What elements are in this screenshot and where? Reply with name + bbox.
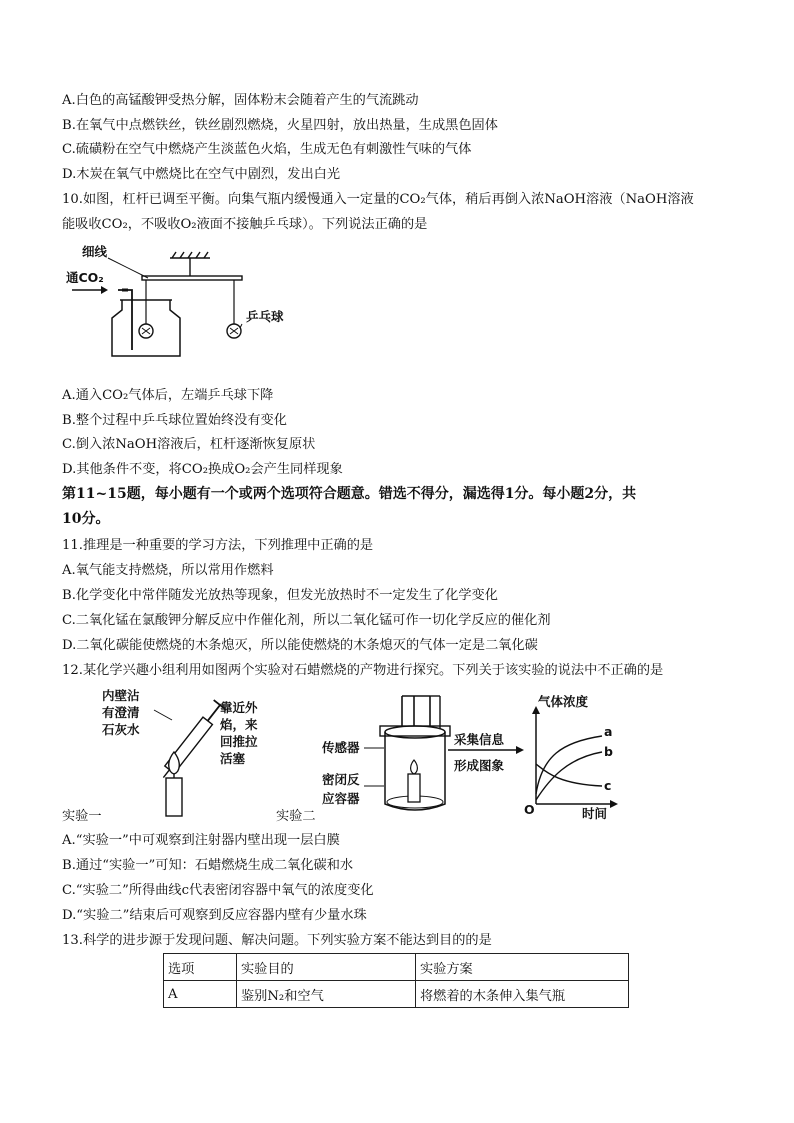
q11-option-c: C.二氧化锰在氯酸钾分解反应中作催化剂，所以二氧化锰可作一切化学反应的催化剂 (62, 613, 551, 628)
q10-stem-line1: 10.如图，杠杆已调至平衡。向集气瓶内缓慢通入一定量的CO₂气体，稍后再倒入浓NaOH溶液（NaOH溶液 (62, 192, 694, 207)
label-pull-4: 活塞 (220, 751, 246, 766)
cell-purpose: 鉴别N₂和空气 (237, 981, 416, 1008)
label-origin: O (524, 802, 535, 817)
q9-option-b: B.在氧气中点燃铁丝，铁丝剧烈燃烧，火星四射，放出热量，生成黑色固体 (62, 118, 498, 133)
lever-bar (142, 276, 242, 280)
curve-c (536, 764, 602, 786)
q12-option-b: B.通过“实验一”可知：石蜡燃烧生成二氧化碳和水 (62, 858, 354, 873)
q12-option-a: A.“实验一”中可观察到注射器内壁出现一层白膜 (62, 833, 340, 848)
label-curve-c: c (604, 778, 612, 793)
experiment1-drawing (102, 688, 258, 816)
q12-experiment-figure (62, 686, 622, 820)
q9-option-d: D.木炭在氧气中燃烧比在空气中剧烈，发出白光 (62, 167, 341, 182)
label-collect: 采集信息 (454, 732, 505, 747)
q10-lever-figure (62, 238, 312, 358)
label-pull-3: 回推拉 (220, 734, 258, 749)
q11-option-a: A.氧气能支持燃烧，所以常用作燃料 (62, 563, 274, 578)
label-pull-2: 焰，来 (220, 717, 258, 732)
q13-options-table (163, 953, 629, 1008)
curve-b (536, 752, 602, 800)
section-instruction-line2: 10分。 (62, 511, 110, 527)
label-ball: 乒乓球 (246, 309, 284, 324)
q11-stem: 11.推理是一种重要的学习方法，下列推理中正确的是 (62, 538, 374, 553)
label-vessel-1: 密闭反 (322, 772, 360, 787)
q11-option-d: D.二氧化碳能使燃烧的木条熄灭，所以能使燃烧的木条熄灭的气体一定是二氧化碳 (62, 638, 538, 653)
table-row (164, 981, 629, 1008)
q11-option-b: B.化学变化中常伴随发光放热等现象，但发光放热时不一定发生了化学变化 (62, 588, 498, 603)
exp2-caption: 实验二 (276, 809, 316, 824)
label-yaxis: 气体浓度 (538, 694, 589, 709)
header-scheme: 实验方案 (416, 954, 629, 981)
section-instruction-line1: 第11~15题，每小题有一个或两个选项符合题意。错选不得分，漏选得1分。每小题2分，共 (62, 486, 637, 502)
syringe (157, 700, 226, 782)
label-sensor: 传感器 (322, 740, 360, 755)
q9-option-a: A.白色的高锰酸钾受热分解，固体粉末会随着产生的气流跳动 (62, 93, 419, 108)
label-xaxis: 时间 (582, 806, 608, 820)
q10-option-d: D.其他条件不变，将CO₂换成O₂会产生同样现象 (62, 462, 343, 477)
header-purpose: 实验目的 (237, 954, 416, 981)
q13-stem: 13.科学的进步源于发现问题、解决问题。下列实验方案不能达到目的的是 (62, 933, 492, 948)
cell-option: A (164, 981, 237, 1008)
label-wall-1: 内壁沾 (102, 688, 140, 703)
q9-option-c: C.硫磺粉在空气中燃烧产生淡蓝色火焰，生成无色有刺激性气味的气体 (62, 142, 472, 157)
label-wall-2: 有澄清 (102, 705, 140, 720)
q10-stem-line2: 能吸收CO₂，不吸收O₂液面不接触乒乓球）。下列说法正确的是 (62, 217, 428, 232)
label-curve-b: b (604, 744, 613, 759)
q12-stem: 12.某化学兴趣小组利用如图两个实验对石蜡燃烧的产物进行探究。下列关于该实验的说法中不正确的是 (62, 663, 664, 678)
label-vessel-2: 应容器 (322, 791, 360, 806)
q12-option-d: D.“实验二”结束后可观察到反应容器内壁有少量水珠 (62, 908, 367, 923)
vessel-candle (408, 774, 420, 802)
q10-option-b: B.整个过程中乒乓球位置始终没有变化 (62, 413, 287, 428)
table-header-row (164, 954, 629, 981)
q12-option-c: C.“实验二”所得曲线c代表密闭容器中氧气的浓度变化 (62, 883, 374, 898)
ceiling-support (170, 252, 210, 278)
label-thread: 细线 (82, 244, 108, 259)
experiment2-drawing (321, 694, 618, 820)
q10-option-c: C.倒入浓NaOH溶液后，杠杆逐渐恢复原状 (62, 437, 316, 452)
header-option: 选项 (164, 954, 237, 981)
label-image: 形成图象 (454, 758, 505, 773)
label-curve-a: a (604, 724, 613, 739)
label-wall-3: 石灰水 (102, 722, 140, 737)
exp1-caption: 实验一 (62, 809, 102, 824)
label-inlet: 通CO₂ (66, 270, 104, 285)
candle-body (166, 778, 182, 816)
label-pull-1: 靠近外 (220, 700, 258, 715)
q10-option-a: A.通入CO₂气体后，左端乒乓球下降 (62, 388, 274, 403)
cell-scheme: 将燃着的木条伸入集气瓶 (416, 981, 629, 1008)
inlet-tube (118, 290, 132, 350)
